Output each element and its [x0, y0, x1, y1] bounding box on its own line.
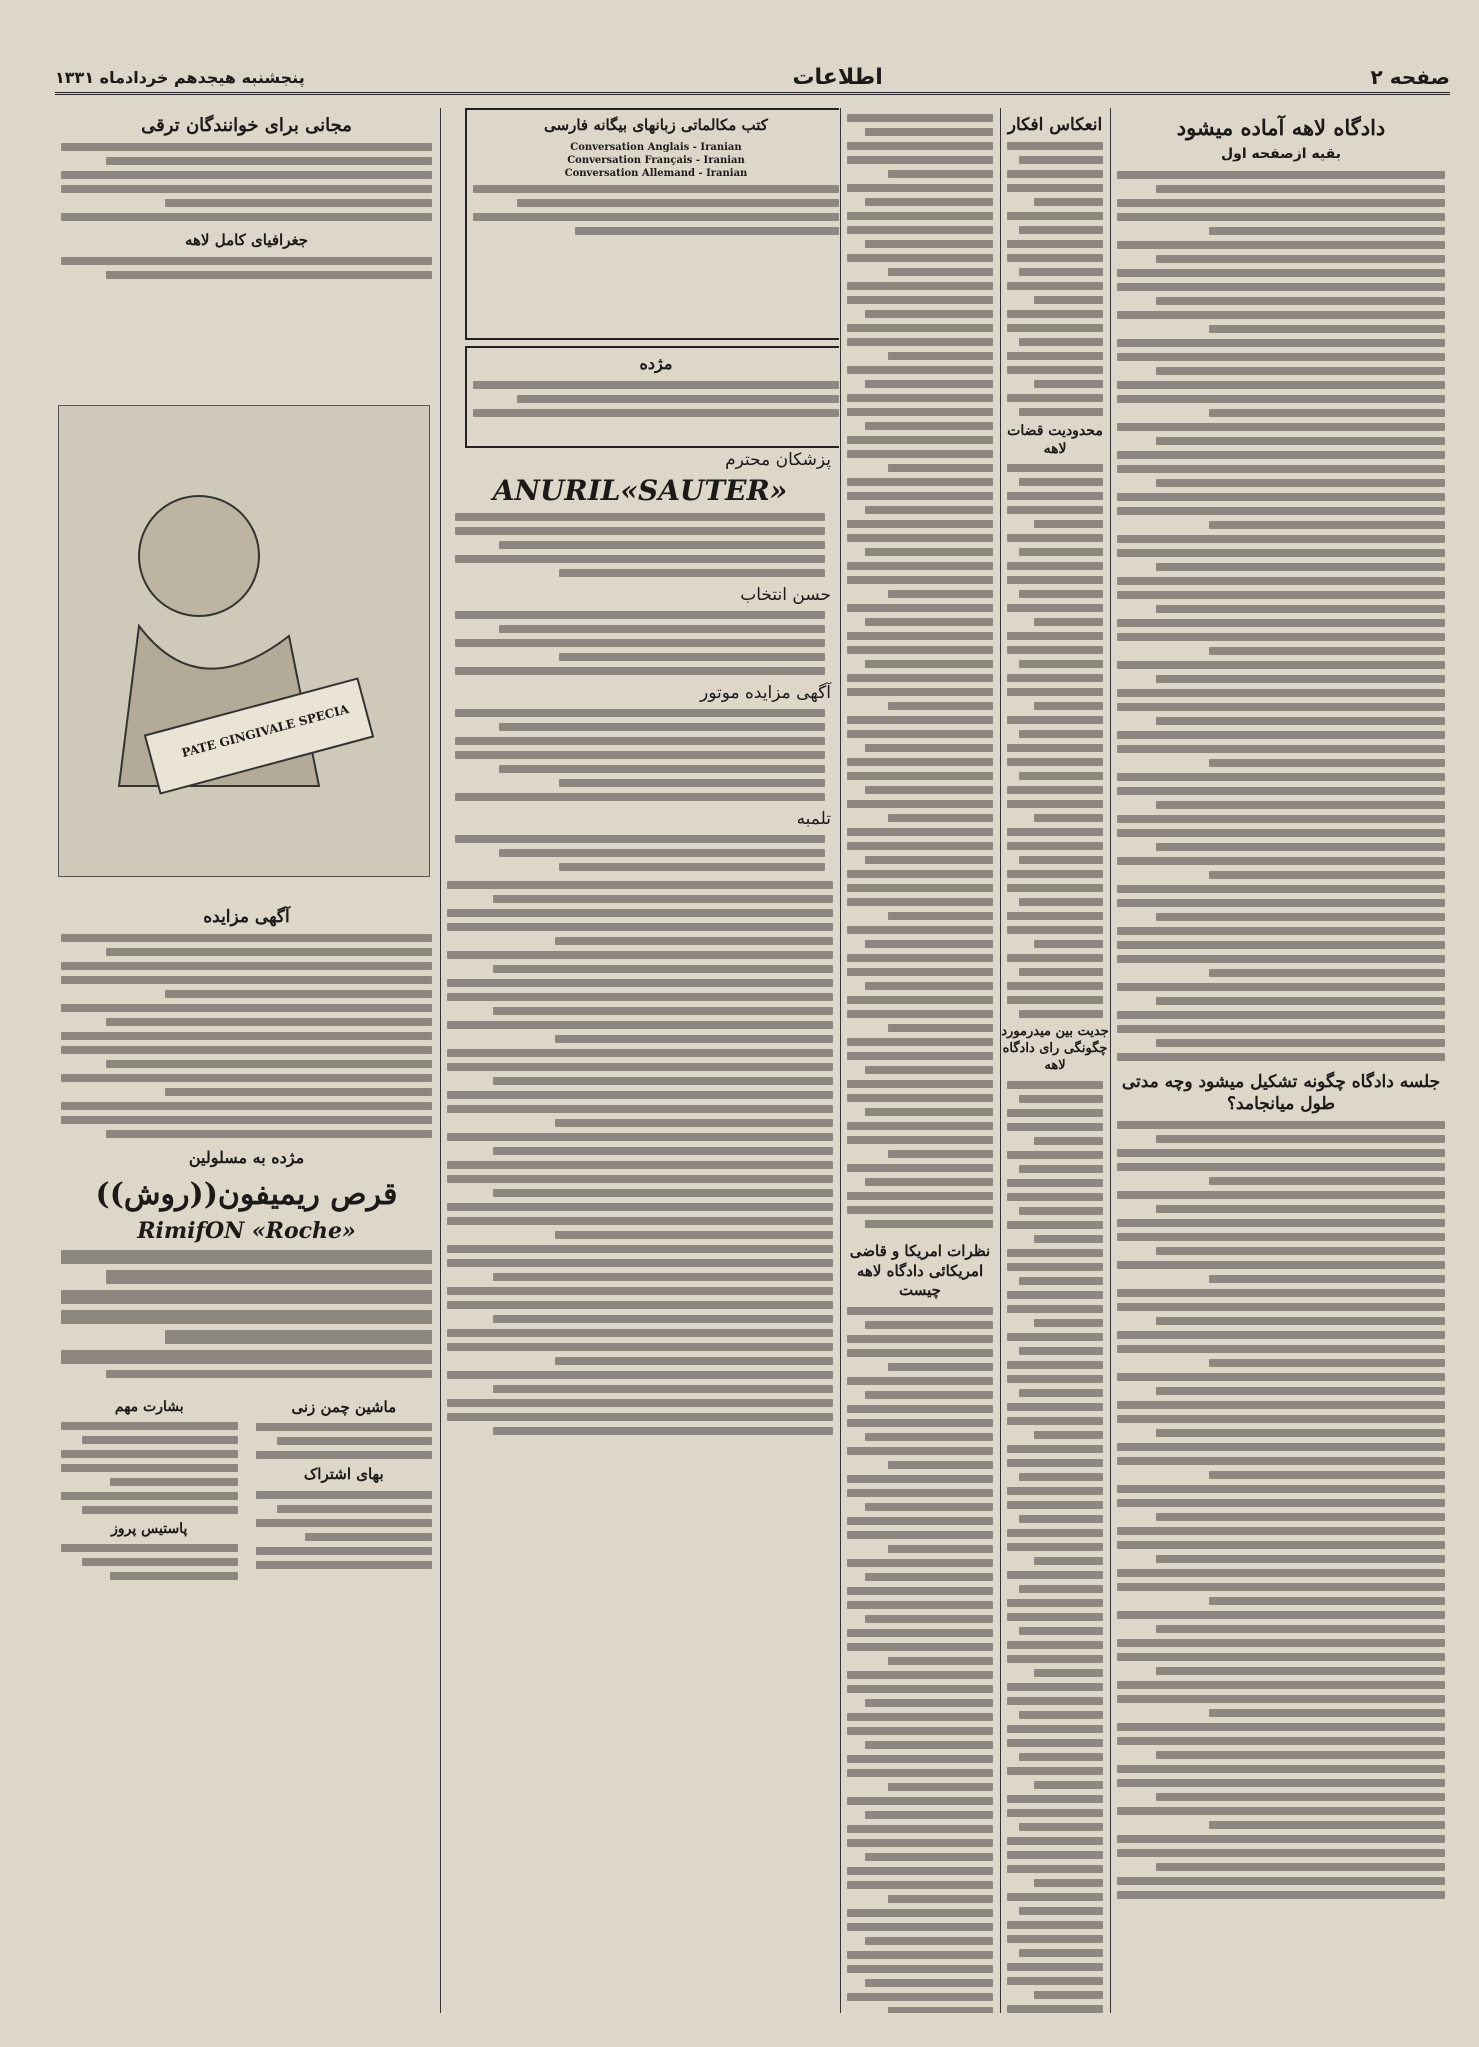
ad-line-en: Conversation Anglais - Iranian — [570, 141, 742, 153]
ad-geography: جغرافیای کامل لاهه — [184, 231, 309, 250]
ad-line-de: Conversation Allemand - Iranian — [564, 167, 748, 179]
issue-date: پنجشنبه هیجدهم خردادماه ۱۳۳۱ — [55, 67, 305, 87]
article-body — [1111, 171, 1451, 1061]
page-number: صفحه ۲ — [1370, 65, 1450, 89]
article-body — [441, 881, 839, 1435]
ad-title: مژده — [639, 354, 673, 373]
article-title: نظرات امریکا و قاضی امریکائی دادگاه لاهه چیست — [849, 1242, 991, 1299]
paper-name: اطلاعات — [792, 64, 883, 90]
ad-rimifon-title: قرص ریمیفون((روش)) — [95, 1176, 398, 1212]
portrait-drawing — [59, 406, 429, 876]
toothpaste-ad-illustration — [58, 405, 430, 877]
ad-title: آگهی مزایده موتور — [699, 683, 831, 703]
column-1 — [1110, 108, 1451, 2013]
ad-besharat: بشارت مهم — [114, 1398, 184, 1415]
ad-good-news: مژده به مسلولین — [188, 1148, 305, 1168]
article-subtitle: بقیه ازصفحه اول — [1221, 146, 1341, 163]
ad-news — [465, 346, 839, 448]
column-3 — [840, 108, 999, 2013]
ad-pump — [449, 809, 831, 871]
ad-mower: ماشین چمن زنی — [291, 1397, 397, 1416]
ad-subscription: بهای اشتراک — [303, 1465, 384, 1484]
ad-title: مجانی برای خوانندگان ترقی — [141, 115, 352, 136]
ad-auction-engine — [449, 683, 831, 801]
ad-line-fr: Conversation Français - Iranian — [567, 154, 745, 166]
ad-anuril — [449, 450, 831, 577]
ad-paste: پاستیس پروز — [111, 1521, 188, 1538]
ad-auction: آگهی مزایده — [203, 907, 290, 927]
brand-latin: ANURIL«SAUTER» — [492, 474, 788, 507]
article-title: دادگاه لاهه آماده میشود — [1176, 115, 1386, 140]
column-4 — [440, 108, 839, 2013]
article-title-2: محدودیت قضات لاهه — [1007, 423, 1103, 458]
article-title-3: جدیت بین میدرمورد چگونگی رای دادگاه لاهه — [1001, 1024, 1109, 1074]
masthead-strip — [55, 62, 1450, 95]
toothpaste-label: PATE GINGIVALE SPECIA — [180, 701, 351, 761]
column-5-lower — [55, 900, 438, 2010]
ad-title: پزشکان محترم — [725, 450, 831, 470]
article-title: انعکاس افکار — [1007, 115, 1103, 135]
ad-title: حسن انتخاب — [740, 585, 831, 605]
column-2 — [1000, 108, 1109, 2013]
ad-hosn — [449, 585, 831, 675]
article-title-2: جلسه دادگاه چگونه تشکیل میشود وچه مدتی طول میانجامد؟ — [1121, 1071, 1441, 1114]
ad-title: کتب مکالماتی زبانهای بیگانه فارسی — [544, 116, 768, 134]
ad-conversation-books — [465, 108, 839, 340]
ad-rimifon-latin: RimifON «Roche» — [137, 1217, 356, 1244]
ad-title: تلمبه — [796, 809, 831, 829]
